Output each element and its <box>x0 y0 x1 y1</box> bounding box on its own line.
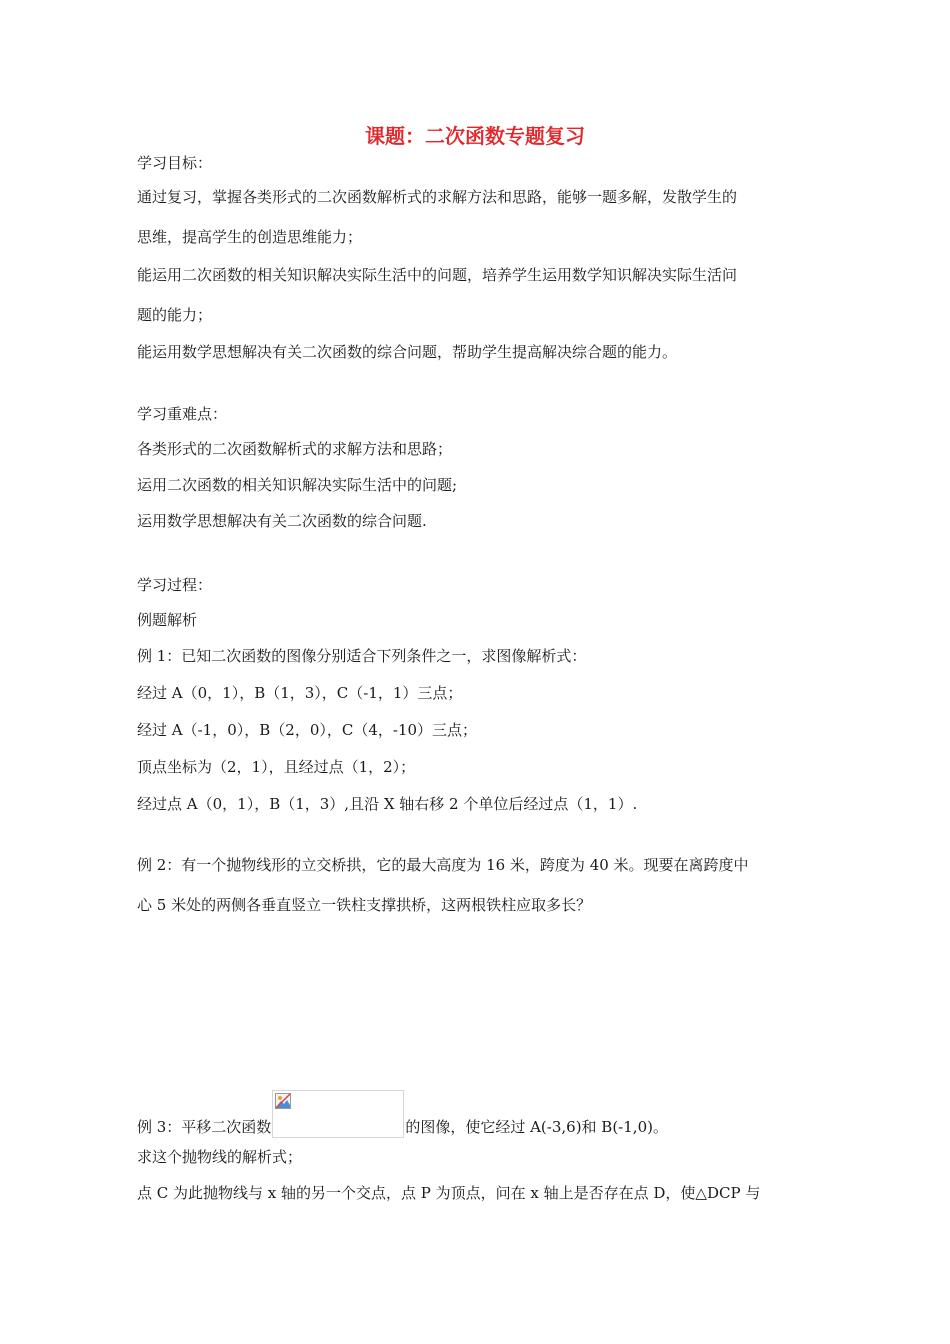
goal-1-line-1: 通过复习，掌握各类形式的二次函数解析式的求解方法和思路，能够一题多解，发散学生的 <box>137 188 738 206</box>
formula-image-placeholder <box>272 1090 404 1138</box>
document-title: 课题：二次函数专题复习 <box>365 124 585 148</box>
example-1-condition-3: 顶点坐标为（2，1），且经过点（1，2）； <box>137 758 416 776</box>
example-3-question-2: 点 C 为此抛物线与 x 轴的另一个交点，点 P 为顶点，问在 x 轴上是否存在点 D，使△DCP 与 <box>137 1184 761 1202</box>
key-points-heading: 学习重难点： <box>137 405 228 423</box>
key-point-3: 运用数学思想解决有关二次函数的综合问题. <box>137 512 427 530</box>
example-2-line-1: 例 2：有一个抛物线形的立交桥拱，它的最大高度为 16 米，跨度为 40 米。现要在离跨度中 <box>137 856 749 874</box>
example-3-question-1: 求这个抛物线的解析式； <box>137 1148 303 1166</box>
example-3-text-before: 例 3：平移二次函数 <box>137 1118 272 1136</box>
goals-heading: 学习目标： <box>137 154 213 172</box>
example-3-line <box>137 1090 827 1138</box>
process-heading: 学习过程： <box>137 576 213 594</box>
goal-1-line-2: 思维，提高学生的创造思维能力； <box>137 228 363 246</box>
broken-image-icon <box>275 1093 291 1109</box>
example-1-prompt: 例 1：已知二次函数的图像分别适合下列条件之一，求图像解析式： <box>137 647 587 665</box>
examples-heading: 例题解析 <box>137 611 198 629</box>
example-2-line-2: 心 5 米处的两侧各垂直竖立一铁柱支撑拱桥，这两根铁柱应取多长？ <box>137 896 592 914</box>
key-point-1: 各类形式的二次函数解析式的求解方法和思路； <box>137 440 453 458</box>
goal-3: 能运用数学思想解决有关二次函数的综合问题，帮助学生提高解决综合题的能力。 <box>137 343 678 361</box>
example-1-condition-4: 经过点 A（0，1），B（1，3）,且沿 X 轴右移 2 个单位后经过点（1，1）. <box>137 795 638 813</box>
goal-2-line-1: 能运用二次函数的相关知识解决实际生活中的问题，培养学生运用数学知识解决实际生活问 <box>137 266 738 284</box>
example-3-text-after: 的图像，使它经过 A(-3,6)和 B(-1,0)。 <box>405 1118 668 1136</box>
example-1-condition-2: 经过 A（-1，0），B（2，0），C（4，-10）三点； <box>137 721 478 739</box>
key-point-2: 运用二次函数的相关知识解决实际生活中的问题; <box>137 476 458 494</box>
goal-2-line-2: 题的能力； <box>137 306 213 324</box>
example-1-condition-1: 经过 A（0，1），B（1，3），C（-1，1）三点； <box>137 684 463 702</box>
